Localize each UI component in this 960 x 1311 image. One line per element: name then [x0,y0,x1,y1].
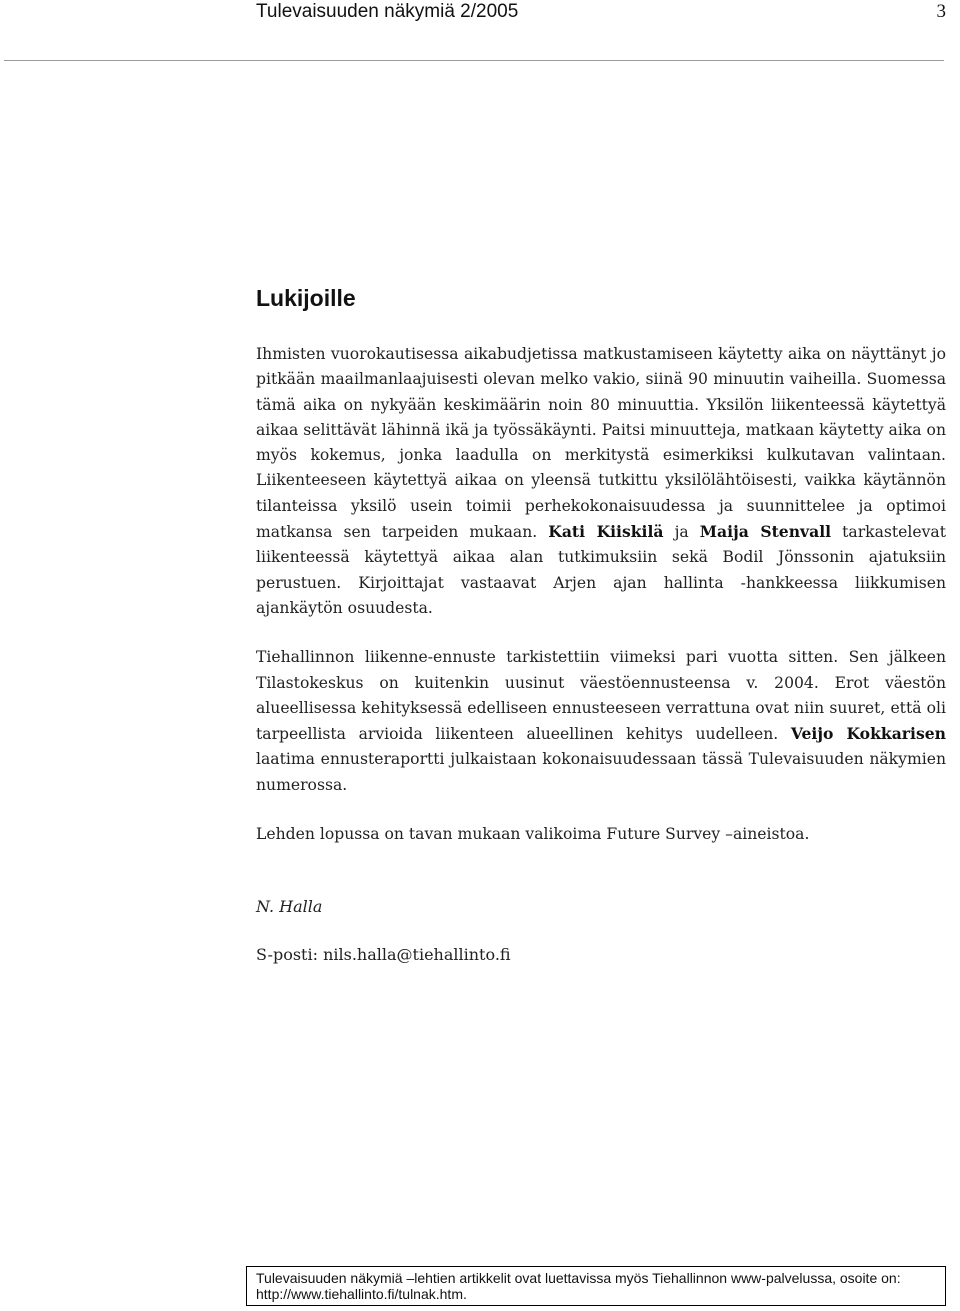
signature-email: S-posti: nils.halla@tiehallinto.fi [256,945,511,964]
paragraph-1 [256,342,946,621]
paragraph-2-text: Tiehallinnon liikenne-ennuste tarkistettiin viimeksi pari vuotta sitten. Sen jälkeen Tilastokeskus on kuitenkin uusinut väestöennusteensa v. 2004. Erot väestön alueellisessa kehityksessä edelliseen ennusteeseen verrattuna ovat niin suuret, että oli tarpeellista arvioida liikenteen alueellinen kehitys uudelleen. [256,648,946,744]
footer-note-text: Tulevaisuuden näkymiä –lehtien artikkelit ovat luettavissa myös Tiehallinnon www-palvelussa, osoite on: http://www.tiehallinto.fi/tulnak.htm. [256,1270,901,1302]
paragraph-2 [256,645,946,798]
signature-name: N. Halla [256,897,323,916]
article-title: Lukijoille [256,285,356,311]
paragraph-2-continuation: laatima ennusteraportti julkaistaan kokonaisuudessaan tässä Tulevaisuuden näkymien numerossa. [256,750,946,794]
paragraph-1-continuation: tarkastelevat liikenteessä käytettyä aikaa alan tutkimuksiin sekä Bodil Jönssonin ajatuksiin perustuen. Kirjoittajat vastaavat Arjen ajan hallinta -hankkeessa liikkumisen ajankäytön osuudesta. [256,523,946,617]
conjunction: ja [674,523,689,542]
paragraph-1-text: Ihmisten vuorokautisessa aikabudjetissa matkustamiseen käytetty aika on näyttänyt jo pitkään maailmanlaajuisesti olevan melko vakio, siinä 90 minuutin vaiheilla. Suomessa tämä aika on nykyään keskimäärin noin 80 minuuttia. Yksilön liikenteessä käytettyä aikaa selittävät lähinnä ikä ja työssäkäynti. Paitsi minuutteja, matkaan käytetty aika on myös kokemus, jonka laadulla on merkitystä esimerkiksi kulkutavan valintaan. Liikenteeseen käytettyä aikaa on yleensä tutkittu yksilölähtöisesti, vaikka käytännön tilanteissa yksilö usein toimii perhekokonaisuudessa ja suunnittelee ja optimoi matkansa sen tarpeiden mukaan. [256,345,946,542]
page-number: 3 [936,1,946,22]
author-name-kokkarinen: Veijo Kokkarisen [790,724,946,744]
author-name-kiiskila: Kati Kiiskilä [548,522,664,542]
running-header-title: Tulevaisuuden näkymiä 2/2005 [256,1,519,22]
paragraph-3: Lehden lopussa on tavan mukaan valikoima Future Survey –aineistoa. [256,825,810,844]
author-name-stenvall: Maija Stenvall [699,522,832,542]
footer-note-box [246,1266,946,1306]
header-divider [4,60,944,61]
article-body [256,342,946,847]
